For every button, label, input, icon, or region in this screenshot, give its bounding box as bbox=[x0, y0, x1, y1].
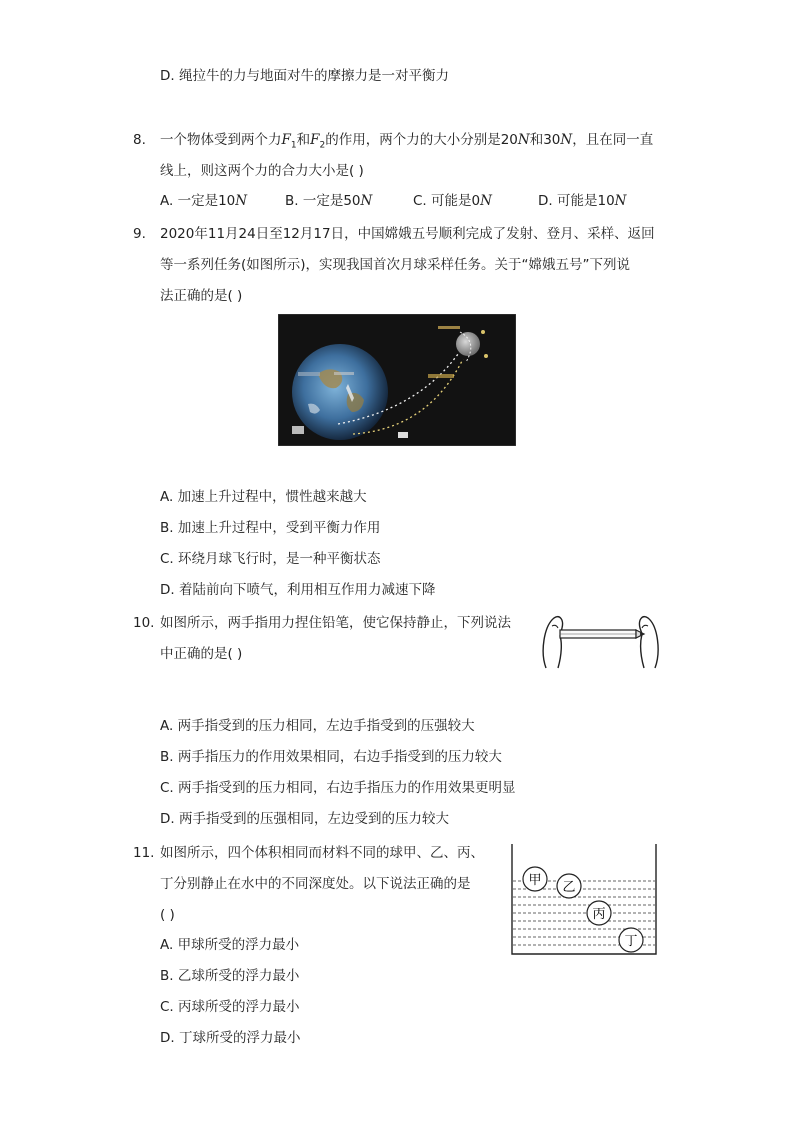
q9-stem-line3: 法正确的是( ) bbox=[160, 288, 243, 304]
q10-stem-line1: 如图所示，两手指用力捏住铅笔，使它保持静止，下列说法 bbox=[160, 615, 511, 631]
ball-ding-label: 丁 bbox=[624, 934, 638, 949]
q9-stem-line1: 2020年11月24日至12月17日，中国嫦娥五号顺利完成了发射、登月、采样、返回 bbox=[160, 226, 655, 242]
q8-option-a[interactable] bbox=[160, 191, 247, 211]
q8-text: 的作用，两个力的大小分别是20 bbox=[325, 132, 518, 148]
q8-text: ，且在同一直 bbox=[572, 132, 654, 148]
q10-option-a[interactable]: A. 两手指受到的压力相同，左边手指受到的压强较大 bbox=[160, 718, 475, 734]
water-tank-illustration bbox=[511, 843, 657, 955]
q9-option-d[interactable]: D. 着陆前向下喷气，利用相互作用力减速下降 bbox=[160, 582, 436, 598]
ball-jia bbox=[523, 867, 547, 891]
q9-option-a[interactable]: A. 加速上升过程中，惯性越来越大 bbox=[160, 489, 367, 505]
q8-option-c[interactable] bbox=[413, 191, 492, 211]
q8-option-d[interactable] bbox=[538, 191, 626, 211]
q11-option-d[interactable]: D. 丁球所受的浮力最小 bbox=[160, 1030, 301, 1046]
q8-text: 一个物体受到两个力 bbox=[160, 132, 282, 148]
q8-f2: F bbox=[310, 132, 320, 148]
q8-option-d-text: D. 可能是10 bbox=[538, 193, 615, 209]
q8-option-c-text: C. 可能是0 bbox=[413, 193, 481, 209]
q11-option-a[interactable]: A. 甲球所受的浮力最小 bbox=[160, 937, 300, 953]
ball-ding bbox=[619, 928, 643, 952]
change5-mission-photo bbox=[278, 314, 516, 446]
q8-option-b-text: B. 一定是50 bbox=[285, 193, 361, 209]
q10-stem-line2: 中正确的是( ) bbox=[160, 646, 243, 662]
q10-option-b[interactable]: B. 两手指压力的作用效果相同，右边手指受到的压力较大 bbox=[160, 749, 502, 765]
q9-number: 9. bbox=[133, 226, 146, 242]
ball-yi bbox=[557, 874, 581, 898]
q11-number: 11. bbox=[133, 845, 155, 861]
q7-option-d: D. 绳拉牛的力与地面对牛的摩擦力是一对平衡力 bbox=[160, 68, 449, 84]
q11-stem-line1: 如图所示，四个体积相同而材料不同的球甲、乙、丙、 bbox=[160, 845, 484, 861]
q11-stem-line3: ( ) bbox=[160, 907, 175, 923]
q8-f1: F bbox=[281, 132, 291, 148]
ball-jia-label: 甲 bbox=[528, 873, 542, 888]
q8-number: 8. bbox=[133, 132, 146, 148]
q11-stem-line2: 丁分别静止在水中的不同深度处。以下说法正确的是 bbox=[160, 876, 471, 892]
q8-text: 和 bbox=[296, 132, 311, 148]
pencil-fingers-figure bbox=[538, 612, 663, 672]
q8-unit: N bbox=[480, 193, 492, 209]
q8-option-a-text: A. 一定是10 bbox=[160, 193, 236, 209]
pencil-illustration bbox=[538, 612, 663, 672]
q10-option-c[interactable]: C. 两手指受到的压力相同，右边手指压力的作用效果更明显 bbox=[160, 780, 516, 796]
ball-bing-label: 丙 bbox=[592, 907, 606, 922]
q8-stem-line2: 线上，则这两个力的合力大小是( ) bbox=[160, 163, 364, 179]
q8-unit: N bbox=[560, 132, 573, 148]
q8-f2-sub: 2 bbox=[319, 140, 326, 151]
q9-option-b[interactable]: B. 加速上升过程中，受到平衡力作用 bbox=[160, 520, 381, 536]
q8-unit: N bbox=[517, 132, 530, 148]
q8-option-b[interactable] bbox=[285, 191, 372, 211]
q9-stem-line2: 等一系列任务(如图所示)，实现我国首次月球采样任务。关于“嫦娥五号”下列说 bbox=[160, 257, 631, 273]
q10-number: 10. bbox=[133, 615, 155, 631]
q8-unit: N bbox=[614, 193, 627, 209]
q11-option-c[interactable]: C. 丙球所受的浮力最小 bbox=[160, 999, 300, 1015]
q8-f1-sub: 1 bbox=[290, 140, 297, 151]
q10-option-d[interactable]: D. 两手指受到的压强相同，左边受到的压力较大 bbox=[160, 811, 449, 827]
q8-unit: N bbox=[360, 193, 373, 209]
q8-text: 和30 bbox=[529, 132, 561, 148]
q9-option-c[interactable]: C. 环绕月球飞行时，是一种平衡状态 bbox=[160, 551, 381, 567]
q8-unit: N bbox=[235, 193, 248, 209]
q8-stem-line1 bbox=[160, 130, 653, 156]
q11-option-b[interactable]: B. 乙球所受的浮力最小 bbox=[160, 968, 300, 984]
earth-shape bbox=[292, 344, 388, 440]
mission-illustration bbox=[278, 314, 516, 446]
moon-shape bbox=[456, 332, 480, 356]
ball-yi-label: 乙 bbox=[562, 880, 576, 895]
ball-bing bbox=[587, 901, 611, 925]
water-container-figure bbox=[511, 843, 657, 955]
